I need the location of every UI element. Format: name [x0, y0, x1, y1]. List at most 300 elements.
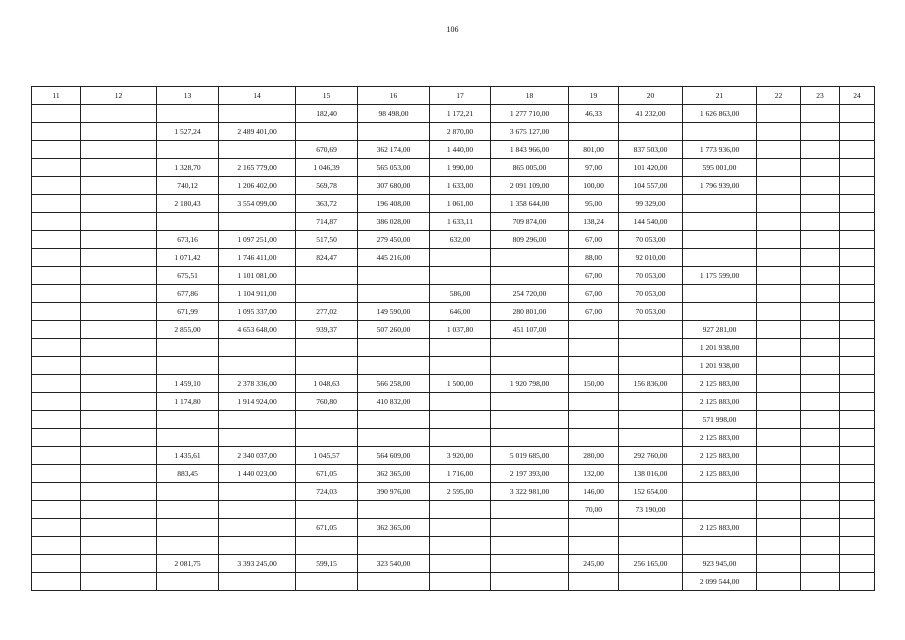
table-cell-col-23 [801, 429, 840, 447]
table-cell-col-24 [840, 195, 875, 213]
table-cell-col-21 [683, 249, 757, 267]
table-cell-col-16: 565 053,00 [358, 159, 430, 177]
table-cell-col-17: 1 061,00 [430, 195, 491, 213]
table-cell-col-23 [801, 159, 840, 177]
table-cell-col-22 [757, 339, 801, 357]
table-cell-col-20: 256 165,00 [619, 555, 683, 573]
table-cell-col-22 [757, 555, 801, 573]
table-row [32, 483, 875, 501]
table-cell-col-13: 740,12 [157, 177, 219, 195]
column-header-14: 14 [219, 87, 296, 105]
table-cell-col-23 [801, 177, 840, 195]
table-row [32, 231, 875, 249]
table-cell-col-22 [757, 231, 801, 249]
table-cell-col-22 [757, 177, 801, 195]
table-cell-col-17: 1 633,11 [430, 213, 491, 231]
table-row [32, 357, 875, 375]
table-cell-col-12 [81, 285, 157, 303]
table-cell-col-23 [801, 465, 840, 483]
table-cell-col-18: 1 277 710,00 [491, 105, 569, 123]
table-cell-col-11 [32, 159, 81, 177]
table-cell-col-22 [757, 213, 801, 231]
table-cell-col-18 [491, 267, 569, 285]
table-cell-col-14: 2 378 336,00 [219, 375, 296, 393]
table-cell-col-17 [430, 267, 491, 285]
table-cell-col-11 [32, 555, 81, 573]
table-cell-col-24 [840, 249, 875, 267]
table-cell-col-16: 307 680,00 [358, 177, 430, 195]
table-cell-col-20 [619, 123, 683, 141]
table-cell-col-19 [569, 429, 619, 447]
table-row [32, 105, 875, 123]
table-cell-col-16: 362 365,00 [358, 465, 430, 483]
table-cell-col-18: 3 322 981,00 [491, 483, 569, 501]
table-cell-col-11 [32, 519, 81, 537]
table-cell-col-12 [81, 159, 157, 177]
table-cell-col-20 [619, 393, 683, 411]
table-cell-col-18: 2 091 109,00 [491, 177, 569, 195]
table-cell-col-11 [32, 195, 81, 213]
table-row [32, 285, 875, 303]
table-cell-col-12 [81, 393, 157, 411]
table-cell-col-16: 196 408,00 [358, 195, 430, 213]
table-cell-col-21: 923 945,00 [683, 555, 757, 573]
table-cell-col-12 [81, 123, 157, 141]
table-cell-col-18 [491, 537, 569, 555]
table-cell-col-23 [801, 267, 840, 285]
table-cell-col-14: 1 097 251,00 [219, 231, 296, 249]
table-cell-col-14: 1 440 023,00 [219, 465, 296, 483]
data-table [31, 86, 875, 591]
table-row [32, 393, 875, 411]
table-cell-col-15: 760,80 [296, 393, 358, 411]
table-cell-col-22 [757, 159, 801, 177]
table-cell-col-18: 1 920 798,00 [491, 375, 569, 393]
table-cell-col-19: 801,00 [569, 141, 619, 159]
table-cell-col-15 [296, 537, 358, 555]
table-cell-col-23 [801, 195, 840, 213]
table-cell-col-15: 569,78 [296, 177, 358, 195]
table-cell-col-14 [219, 483, 296, 501]
table-cell-col-18: 865 005,00 [491, 159, 569, 177]
table-cell-col-17: 1 716,00 [430, 465, 491, 483]
table-cell-col-24 [840, 519, 875, 537]
table-cell-col-18 [491, 357, 569, 375]
table-cell-col-22 [757, 429, 801, 447]
table-cell-col-19: 67,00 [569, 267, 619, 285]
table-cell-col-17 [430, 393, 491, 411]
table-cell-col-13 [157, 213, 219, 231]
table-cell-col-23 [801, 483, 840, 501]
table-cell-col-13: 1 071,42 [157, 249, 219, 267]
column-header-24: 24 [840, 87, 875, 105]
table-cell-col-11 [32, 123, 81, 141]
table-cell-col-11 [32, 375, 81, 393]
table-cell-col-12 [81, 501, 157, 519]
column-header-18: 18 [491, 87, 569, 105]
table-cell-col-21 [683, 501, 757, 519]
column-header-19: 19 [569, 87, 619, 105]
table-cell-col-17: 646,00 [430, 303, 491, 321]
table-cell-col-12 [81, 231, 157, 249]
table-cell-col-14 [219, 429, 296, 447]
table-cell-col-16: 564 609,00 [358, 447, 430, 465]
table-cell-col-23 [801, 285, 840, 303]
column-header-12: 12 [81, 87, 157, 105]
table-cell-col-21 [683, 285, 757, 303]
table-cell-col-17: 3 920,00 [430, 447, 491, 465]
table-cell-col-20: 70 053,00 [619, 303, 683, 321]
table-cell-col-24 [840, 357, 875, 375]
table-cell-col-13: 1 459,10 [157, 375, 219, 393]
table-cell-col-16 [358, 537, 430, 555]
table-cell-col-11 [32, 483, 81, 501]
table-cell-col-13 [157, 519, 219, 537]
table-cell-col-21: 595 001,00 [683, 159, 757, 177]
table-cell-col-22 [757, 573, 801, 591]
table-cell-col-12 [81, 429, 157, 447]
table-cell-col-18 [491, 555, 569, 573]
table-cell-col-22 [757, 105, 801, 123]
table-cell-col-12 [81, 411, 157, 429]
table-cell-col-18 [491, 393, 569, 411]
table-cell-col-17 [430, 501, 491, 519]
table-cell-col-14: 2 489 401,00 [219, 123, 296, 141]
table-cell-col-17 [430, 537, 491, 555]
table-cell-col-23 [801, 339, 840, 357]
table-cell-col-13 [157, 357, 219, 375]
table-cell-col-19 [569, 357, 619, 375]
table-cell-col-19: 245,00 [569, 555, 619, 573]
table-cell-col-12 [81, 141, 157, 159]
table-cell-col-22 [757, 321, 801, 339]
table-cell-col-19 [569, 411, 619, 429]
table-cell-col-24 [840, 375, 875, 393]
table-cell-col-13: 883,45 [157, 465, 219, 483]
table-cell-col-13 [157, 573, 219, 591]
table-cell-col-15: 182,40 [296, 105, 358, 123]
table-cell-col-16: 98 498,00 [358, 105, 430, 123]
table-cell-col-16: 279 450,00 [358, 231, 430, 249]
table-cell-col-15: 939,37 [296, 321, 358, 339]
table-cell-col-12 [81, 213, 157, 231]
table-cell-col-22 [757, 303, 801, 321]
table-cell-col-21: 1 626 863,00 [683, 105, 757, 123]
table-cell-col-20: 138 016,00 [619, 465, 683, 483]
table-cell-col-20 [619, 411, 683, 429]
table-cell-col-17 [430, 411, 491, 429]
table-cell-col-24 [840, 231, 875, 249]
table-cell-col-17: 2 870,00 [430, 123, 491, 141]
table-cell-col-17 [430, 519, 491, 537]
table-cell-col-23 [801, 501, 840, 519]
table-cell-col-15: 824,47 [296, 249, 358, 267]
table-cell-col-13: 1 527,24 [157, 123, 219, 141]
table-cell-col-12 [81, 195, 157, 213]
table-cell-col-22 [757, 249, 801, 267]
table-row [32, 519, 875, 537]
table-cell-col-15: 599,15 [296, 555, 358, 573]
table-cell-col-11 [32, 285, 81, 303]
table-cell-col-16: 323 540,00 [358, 555, 430, 573]
table-cell-col-19: 70,00 [569, 501, 619, 519]
table-cell-col-19: 97,00 [569, 159, 619, 177]
table-cell-col-18: 5 019 685,00 [491, 447, 569, 465]
table-cell-col-20: 104 557,00 [619, 177, 683, 195]
table-cell-col-19: 67,00 [569, 231, 619, 249]
table-cell-col-22 [757, 501, 801, 519]
table-cell-col-18: 451 107,00 [491, 321, 569, 339]
table-cell-col-19 [569, 519, 619, 537]
table-cell-col-17: 1 990,00 [430, 159, 491, 177]
table-cell-col-21 [683, 213, 757, 231]
table-cell-col-21: 1 796 939,00 [683, 177, 757, 195]
table-cell-col-23 [801, 231, 840, 249]
table-row [32, 177, 875, 195]
table-cell-col-19: 95,00 [569, 195, 619, 213]
table-cell-col-22 [757, 195, 801, 213]
table-cell-col-24 [840, 267, 875, 285]
table-cell-col-11 [32, 213, 81, 231]
table-cell-col-24 [840, 123, 875, 141]
table-cell-col-16: 362 365,00 [358, 519, 430, 537]
table-cell-col-15 [296, 285, 358, 303]
table-cell-col-19 [569, 339, 619, 357]
table-cell-col-14: 2 165 779,00 [219, 159, 296, 177]
table-cell-col-18: 1 358 644,00 [491, 195, 569, 213]
table-cell-col-16 [358, 285, 430, 303]
table-cell-col-20: 152 654,00 [619, 483, 683, 501]
table-cell-col-21: 1 773 936,00 [683, 141, 757, 159]
table-cell-col-14 [219, 573, 296, 591]
table-cell-col-21 [683, 231, 757, 249]
table-cell-col-12 [81, 267, 157, 285]
table-cell-col-18: 2 197 393,00 [491, 465, 569, 483]
table-cell-col-17: 632,00 [430, 231, 491, 249]
table-cell-col-14: 1 104 911,00 [219, 285, 296, 303]
table-cell-col-24 [840, 213, 875, 231]
table-cell-col-23 [801, 303, 840, 321]
table-cell-col-24 [840, 555, 875, 573]
table-cell-col-17: 1 500,00 [430, 375, 491, 393]
table-cell-col-12 [81, 483, 157, 501]
table-cell-col-14 [219, 339, 296, 357]
table-cell-col-24 [840, 501, 875, 519]
table-cell-col-13 [157, 501, 219, 519]
table-cell-col-21: 2 099 544,00 [683, 573, 757, 591]
table-cell-col-15: 363,72 [296, 195, 358, 213]
table-row [32, 465, 875, 483]
table-cell-col-16: 386 028,00 [358, 213, 430, 231]
header-row [32, 87, 875, 105]
table-cell-col-23 [801, 555, 840, 573]
table-cell-col-22 [757, 267, 801, 285]
table-cell-col-11 [32, 303, 81, 321]
table-row [32, 501, 875, 519]
table-cell-col-13: 1 435,61 [157, 447, 219, 465]
table-cell-col-24 [840, 573, 875, 591]
table-cell-col-23 [801, 411, 840, 429]
table-row [32, 321, 875, 339]
table-row [32, 213, 875, 231]
table-cell-col-23 [801, 573, 840, 591]
table-cell-col-22 [757, 465, 801, 483]
table-row [32, 555, 875, 573]
table-cell-col-24 [840, 447, 875, 465]
column-header-16: 16 [358, 87, 430, 105]
table-cell-col-20: 70 053,00 [619, 285, 683, 303]
table-cell-col-12 [81, 519, 157, 537]
table-cell-col-13 [157, 429, 219, 447]
table-cell-col-21: 1 175 599,00 [683, 267, 757, 285]
table-cell-col-23 [801, 393, 840, 411]
table-cell-col-11 [32, 411, 81, 429]
table-cell-col-17: 1 633,00 [430, 177, 491, 195]
table-cell-col-21 [683, 483, 757, 501]
table-cell-col-18 [491, 411, 569, 429]
table-cell-col-21: 571 998,00 [683, 411, 757, 429]
table-cell-col-22 [757, 357, 801, 375]
table-cell-col-22 [757, 393, 801, 411]
table-cell-col-24 [840, 141, 875, 159]
table-cell-col-11 [32, 501, 81, 519]
table-cell-col-15: 277,02 [296, 303, 358, 321]
table-cell-col-20: 70 053,00 [619, 267, 683, 285]
table-cell-col-18: 709 874,00 [491, 213, 569, 231]
table-cell-col-11 [32, 321, 81, 339]
column-header-20: 20 [619, 87, 683, 105]
table-cell-col-13: 2 081,75 [157, 555, 219, 573]
column-header-21: 21 [683, 87, 757, 105]
table-cell-col-11 [32, 537, 81, 555]
table-cell-col-18 [491, 339, 569, 357]
table-cell-col-21 [683, 537, 757, 555]
table-cell-col-11 [32, 393, 81, 411]
table-cell-col-15: 1 048,63 [296, 375, 358, 393]
table-cell-col-19: 46,33 [569, 105, 619, 123]
table-cell-col-18: 254 720,00 [491, 285, 569, 303]
table-cell-col-23 [801, 375, 840, 393]
table-cell-col-16: 445 216,00 [358, 249, 430, 267]
table-cell-col-22 [757, 141, 801, 159]
table-cell-col-11 [32, 573, 81, 591]
table-cell-col-16: 566 258,00 [358, 375, 430, 393]
table-cell-col-14 [219, 357, 296, 375]
table-cell-col-15: 1 045,57 [296, 447, 358, 465]
table-cell-col-24 [840, 429, 875, 447]
column-header-15: 15 [296, 87, 358, 105]
table-cell-col-20 [619, 573, 683, 591]
table-cell-col-18 [491, 249, 569, 267]
table-cell-col-12 [81, 357, 157, 375]
table-cell-col-24 [840, 105, 875, 123]
table-cell-col-20 [619, 321, 683, 339]
table-cell-col-16: 149 590,00 [358, 303, 430, 321]
table-cell-col-16 [358, 429, 430, 447]
table-cell-col-13 [157, 411, 219, 429]
table-cell-col-13 [157, 141, 219, 159]
table-cell-col-16 [358, 573, 430, 591]
table-cell-col-13: 671,99 [157, 303, 219, 321]
table-cell-col-15: 517,50 [296, 231, 358, 249]
table-cell-col-18 [491, 573, 569, 591]
table-body [32, 105, 875, 591]
table-cell-col-17 [430, 555, 491, 573]
table-cell-col-24 [840, 285, 875, 303]
table-cell-col-20: 837 503,00 [619, 141, 683, 159]
table-row [32, 141, 875, 159]
table-cell-col-24 [840, 159, 875, 177]
table-cell-col-13 [157, 537, 219, 555]
table-cell-col-24 [840, 303, 875, 321]
table-cell-col-23 [801, 249, 840, 267]
table-row [32, 537, 875, 555]
column-header-23: 23 [801, 87, 840, 105]
table-cell-col-11 [32, 465, 81, 483]
table-cell-col-19 [569, 393, 619, 411]
table-cell-col-18: 3 675 127,00 [491, 123, 569, 141]
page-number: 106 [446, 25, 459, 34]
table-cell-col-17: 586,00 [430, 285, 491, 303]
table-cell-col-15: 714,87 [296, 213, 358, 231]
table-row [32, 249, 875, 267]
table-cell-col-22 [757, 519, 801, 537]
table-cell-col-14: 4 653 648,00 [219, 321, 296, 339]
table-cell-col-24 [840, 393, 875, 411]
table-cell-col-14: 1 746 411,00 [219, 249, 296, 267]
table-cell-col-14: 1 206 402,00 [219, 177, 296, 195]
table-cell-col-20: 144 540,00 [619, 213, 683, 231]
table-cell-col-20: 99 329,00 [619, 195, 683, 213]
table-cell-col-12 [81, 573, 157, 591]
table-cell-col-15 [296, 501, 358, 519]
table-cell-col-16: 410 832,00 [358, 393, 430, 411]
table-cell-col-16 [358, 339, 430, 357]
table-cell-col-14 [219, 141, 296, 159]
table-cell-col-14 [219, 519, 296, 537]
table-cell-col-13: 675,51 [157, 267, 219, 285]
table-cell-col-17: 1 440,00 [430, 141, 491, 159]
table-cell-col-13: 2 855,00 [157, 321, 219, 339]
table-cell-col-20: 92 010,00 [619, 249, 683, 267]
table-cell-col-17 [430, 339, 491, 357]
table-cell-col-14: 1 101 081,00 [219, 267, 296, 285]
column-header-13: 13 [157, 87, 219, 105]
table-cell-col-16 [358, 123, 430, 141]
table-cell-col-17: 1 172,21 [430, 105, 491, 123]
table-cell-col-23 [801, 105, 840, 123]
table-cell-col-19 [569, 537, 619, 555]
table-cell-col-19: 100,00 [569, 177, 619, 195]
table-cell-col-23 [801, 447, 840, 465]
table-cell-col-14 [219, 105, 296, 123]
table-cell-col-20 [619, 519, 683, 537]
table-cell-col-15 [296, 357, 358, 375]
table-cell-col-13: 2 180,43 [157, 195, 219, 213]
table-cell-col-15 [296, 267, 358, 285]
table-cell-col-19 [569, 123, 619, 141]
table-cell-col-11 [32, 267, 81, 285]
table-cell-col-13: 1 174,80 [157, 393, 219, 411]
table-cell-col-23 [801, 357, 840, 375]
table-cell-col-12 [81, 249, 157, 267]
table-cell-col-19: 280,00 [569, 447, 619, 465]
table-row [32, 267, 875, 285]
table-cell-col-20 [619, 537, 683, 555]
table-cell-col-15: 671,05 [296, 519, 358, 537]
table-cell-col-14 [219, 411, 296, 429]
table-cell-col-23 [801, 123, 840, 141]
